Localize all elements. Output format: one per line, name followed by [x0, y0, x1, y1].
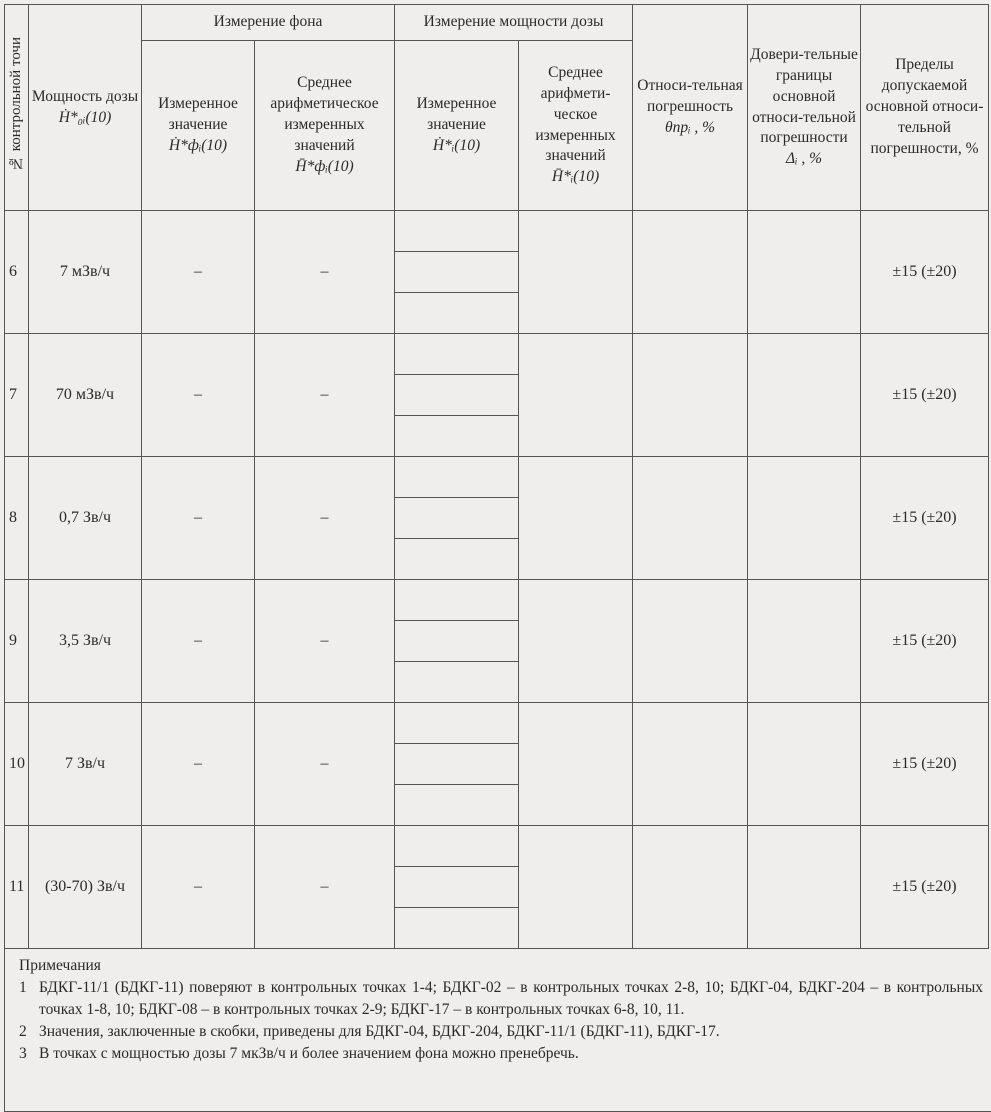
point-number-cell: 6: [5, 211, 29, 334]
note-number: 2: [19, 1023, 27, 1040]
dose-mean-cell: [519, 211, 633, 334]
relative-error-cell: [633, 580, 748, 703]
confidence-bounds-cell: [748, 457, 861, 580]
measurement-subcell: [395, 293, 518, 333]
header-confidence-bounds: Довери-тельные границы основной относи-тельной погрешности Δᵢ , %: [748, 5, 861, 211]
note-text: В точках с мощностью дозы 7 мкЗв/ч и более значением фона можно пренебречь.: [39, 1045, 579, 1062]
note-text: БДКГ-11/1 (БДКГ-11) поверяют в контрольных точках 1-4; БДКГ-02 – в контрольных точках 2-8, 10; БДКГ-04, БДКГ-204 – в контрольных точках 1-8, 10; БДКГ-08 – в контрольных точках 2-9; БДКГ-17 – в контрольных точках 6-8, 10, 11.: [39, 979, 983, 1018]
dose-rate-cell: 7 Зв/ч: [29, 703, 142, 826]
error-limit-cell: ±15 (±20): [861, 211, 989, 334]
measurement-subcell: [395, 211, 518, 252]
header-bg-measured: Измеренное значение Ḣ*фᵢ(10): [142, 41, 255, 211]
point-number-cell: 10: [5, 703, 29, 826]
measurement-subcell: [395, 662, 518, 702]
measurement-subcell: [395, 703, 518, 744]
table-row: [5, 211, 989, 334]
table-row: [5, 457, 989, 580]
point-number-cell: 7: [5, 334, 29, 457]
measurement-subcell: [395, 867, 518, 908]
dose-measured-cell: [395, 457, 519, 580]
note-number: 3: [19, 1045, 27, 1062]
bg-mean-cell: –: [255, 580, 395, 703]
measurement-subcell: [395, 252, 518, 293]
error-limit-cell: ±15 (±20): [861, 703, 989, 826]
notes-list: [19, 977, 983, 1065]
bg-measured-cell: –: [142, 211, 255, 334]
bg-mean-cell: –: [255, 211, 395, 334]
error-limit-cell: ±15 (±20): [861, 457, 989, 580]
header-row-1: [5, 5, 989, 41]
confidence-bounds-cell: [748, 580, 861, 703]
note-text: Значения, заключенные в скобки, приведены для БДКГ-04, БДКГ-204, БДКГ-11/1 (БДКГ-11), БДКГ-17.: [39, 1023, 720, 1040]
error-limit-cell: ±15 (±20): [861, 826, 989, 949]
measurement-subcell: [395, 785, 518, 825]
measurement-subcell: [395, 826, 518, 867]
measurement-subcell: [395, 539, 518, 579]
bg-mean-cell: –: [255, 826, 395, 949]
notes-block: [4, 949, 991, 1112]
relative-error-cell: [633, 211, 748, 334]
relative-error-cell: [633, 334, 748, 457]
measurement-subcell: [395, 375, 518, 416]
dose-rate-cell: 0,7 Зв/ч: [29, 457, 142, 580]
bg-measured-cell: –: [142, 334, 255, 457]
note-item: [19, 1043, 983, 1065]
dose-mean-cell: [519, 826, 633, 949]
dose-measured-cell: [395, 211, 519, 334]
header-background-group: Измерение фона: [142, 5, 395, 41]
header-dose-group: Измерение мощности дозы: [395, 5, 633, 41]
measurement-subcell: [395, 580, 518, 621]
dose-measured-cell: [395, 334, 519, 457]
measurement-subcell: [395, 334, 518, 375]
dose-rate-cell: (30-70) Зв/ч: [29, 826, 142, 949]
dose-mean-cell: [519, 703, 633, 826]
measurement-subcell: [395, 908, 518, 948]
confidence-bounds-cell: [748, 826, 861, 949]
bg-mean-cell: –: [255, 703, 395, 826]
measurement-subcell: [395, 457, 518, 498]
dose-mean-cell: [519, 457, 633, 580]
measurement-subcell: [395, 744, 518, 785]
table-row: [5, 703, 989, 826]
verification-table: [4, 4, 989, 949]
table-row: [5, 826, 989, 949]
dose-measured-cell: [395, 580, 519, 703]
header-bg-mean: Среднее арифметическое измеренных значений H̄*фᵢ(10): [255, 41, 395, 211]
dose-mean-cell: [519, 334, 633, 457]
header-dose-measured: Измеренное значение Ḣ*ᵢ(10): [395, 41, 519, 211]
notes-title: Примечания: [19, 957, 101, 974]
point-number-cell: 11: [5, 826, 29, 949]
dose-rate-cell: 7 мЗв/ч: [29, 211, 142, 334]
bg-mean-cell: –: [255, 334, 395, 457]
table-row: [5, 334, 989, 457]
confidence-bounds-cell: [748, 334, 861, 457]
table-row: [5, 580, 989, 703]
relative-error-cell: [633, 703, 748, 826]
note-number: 1: [19, 979, 27, 996]
dose-measured-cell: [395, 703, 519, 826]
bg-measured-cell: –: [142, 826, 255, 949]
point-number-cell: 9: [5, 580, 29, 703]
measurement-subcell: [395, 498, 518, 539]
header-dose-mean: Среднее арифмети-ческое измеренных значений H̄*ᵢ(10): [519, 41, 633, 211]
dose-mean-cell: [519, 580, 633, 703]
note-item: [19, 977, 983, 1021]
error-limit-cell: ±15 (±20): [861, 580, 989, 703]
dose-rate-cell: 3,5 Зв/ч: [29, 580, 142, 703]
measurement-subcell: [395, 416, 518, 456]
bg-measured-cell: –: [142, 703, 255, 826]
dose-rate-cell: 70 мЗв/ч: [29, 334, 142, 457]
header-relative-error: Относи-тельная погрешность θпрᵢ , %: [633, 5, 748, 211]
point-number-cell: 8: [5, 457, 29, 580]
table-body: [5, 211, 989, 949]
note-item: [19, 1021, 983, 1043]
bg-measured-cell: –: [142, 580, 255, 703]
header-error-limits: Пределы допускаемой основной относи-тельной погрешности, %: [861, 5, 989, 211]
header-dose-rate: Мощность дозы Ḣ*₀ᵢ(10): [29, 5, 142, 211]
relative-error-cell: [633, 457, 748, 580]
error-limit-cell: ±15 (±20): [861, 334, 989, 457]
bg-mean-cell: –: [255, 457, 395, 580]
header-point-number: № контрольной точи: [5, 5, 29, 211]
dose-measured-cell: [395, 826, 519, 949]
confidence-bounds-cell: [748, 211, 861, 334]
measurement-subcell: [395, 621, 518, 662]
bg-measured-cell: –: [142, 457, 255, 580]
confidence-bounds-cell: [748, 703, 861, 826]
relative-error-cell: [633, 826, 748, 949]
